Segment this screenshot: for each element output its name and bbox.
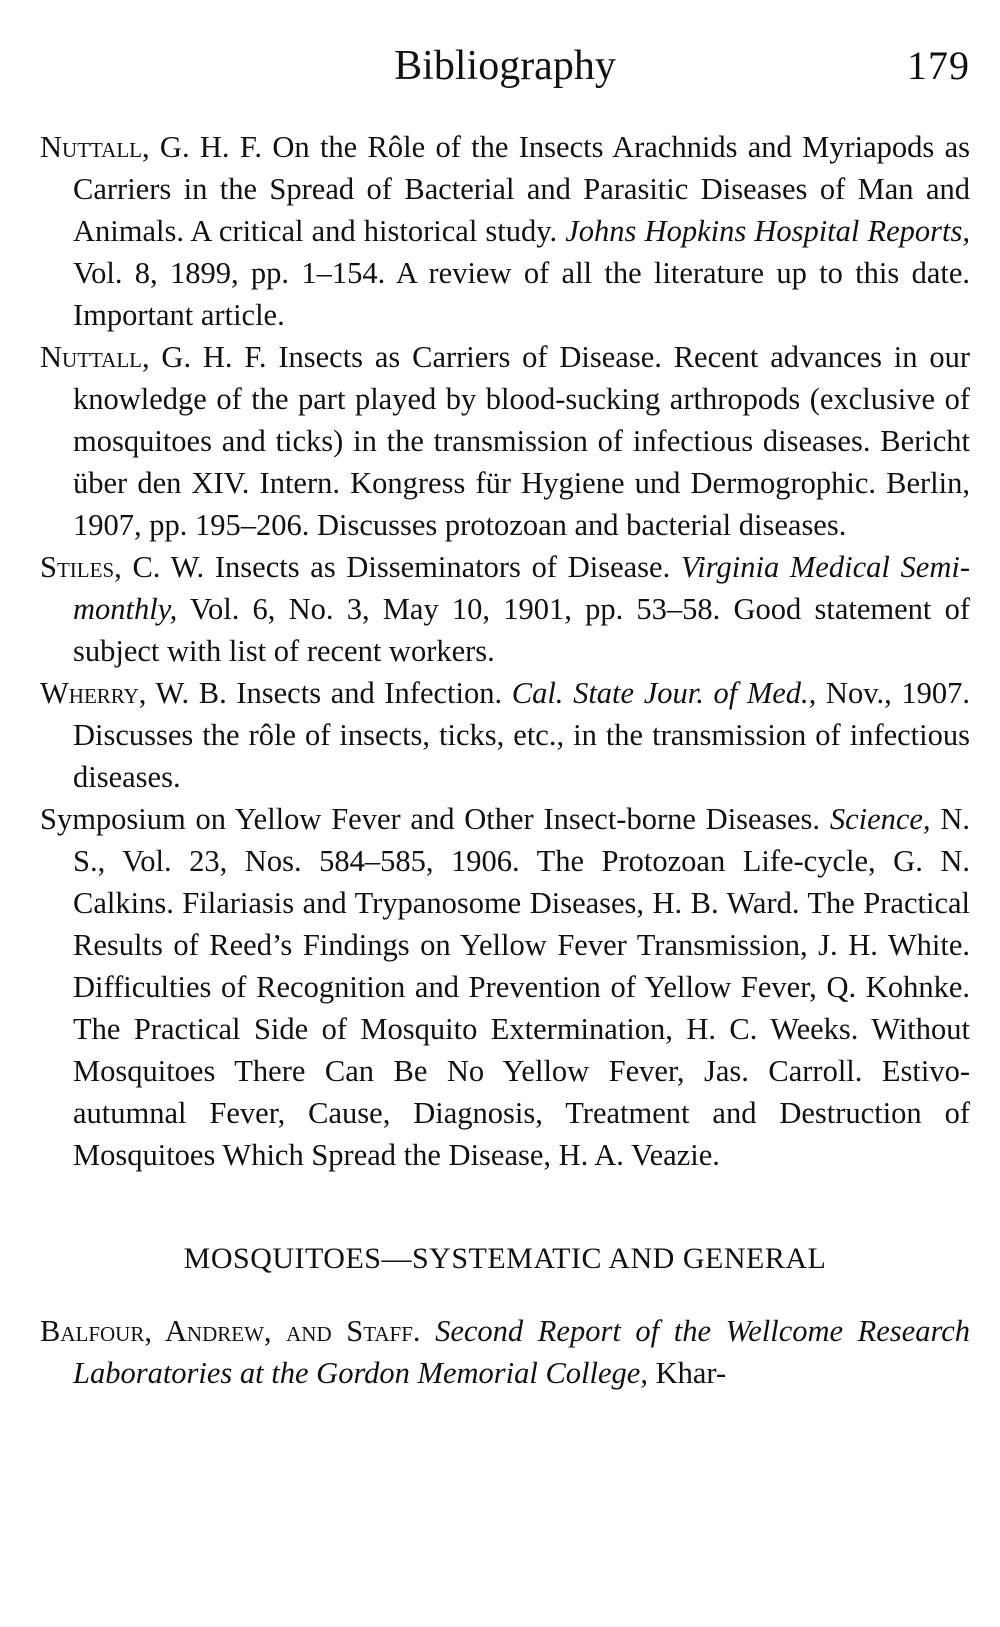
entry-text: Insects and Infection. xyxy=(226,676,512,710)
entry-journal: Second Report of the Wellcome Research Laboratories at the Gordon Memorial College, xyxy=(73,1314,970,1390)
entry-journal: Science, xyxy=(829,802,931,836)
entry-text xyxy=(421,1314,436,1348)
entry-journal: Johns Hopkins Hospital Reports, xyxy=(565,214,970,248)
entry-text: Vol. 6, No. 3, May 10, 1901, pp. 53–58. Good statement of subject with list of recent workers. xyxy=(73,592,970,668)
bib-entry-nuttall-1 xyxy=(40,126,970,336)
entry-journal: Cal. State Jour. of Med., xyxy=(511,676,817,710)
section-heading: MOSQUITOES—SYSTEMATIC AND GENERAL xyxy=(183,1242,827,1275)
entry-author: Wherry, W. B. xyxy=(40,676,227,710)
bib-entry-nuttall-2 xyxy=(40,336,970,546)
entry-text: N. S., Vol. 23, Nos. 584–585, 1906. The Protozoan Life-cycle, G. N. Calkins. Filariasis and Trypanosome Diseases, H. B. Ward. The Practical Results of Reed’s Findings on Yellow Fever Transmission, J. H. White. Difficulties of Recognition and Prevention of Yellow Fever, Q. Kohnke. The Practical Side of Mosquito Extermination, H. C. Weeks. Without Mosquitoes There Can Be No Yellow Fever, Jas. Carroll. Estivo-autumnal Fever, Cause, Diagnosis, Treatment and Destruction of Mosquitoes Which Spread the Disease, H. A. Veazie. xyxy=(73,802,970,1172)
entry-text: Symposium on Yellow Fever and Other Insect-borne Diseases. xyxy=(40,802,830,836)
entry-text: On the Rôle of the Insects Arachnids and Myriapods as Carriers in the Spread of Bacterial and Parasitic Diseases of Man and Animals. A critical and historical study. xyxy=(73,130,971,248)
entry-author: Nuttall, G. H. F. xyxy=(40,340,267,374)
page-number: 179 xyxy=(907,43,970,88)
bib-entry-balfour xyxy=(40,1310,970,1394)
bib-entry-wherry xyxy=(40,672,970,798)
bib-entry-symposium xyxy=(40,798,970,1176)
entry-author: Balfour, Andrew, and Staff. xyxy=(40,1314,421,1348)
bibliography-body xyxy=(40,126,970,1394)
entry-text: Nov., 1907. Discusses the rôle of insects, ticks, etc., in the transmission of infectious diseases. xyxy=(73,676,970,794)
entry-author: Stiles, C. W. xyxy=(40,550,205,584)
entry-text: Insects as Disseminators of Disease. xyxy=(204,550,681,584)
entry-author: Nuttall, G. H. F. xyxy=(40,130,263,164)
running-title: Bibliography xyxy=(394,43,616,89)
entry-text: Vol. 8, 1899, pp. 1–154. A review of all the literature up to this date. Important article. xyxy=(73,256,970,332)
entry-text: Khar- xyxy=(647,1356,727,1390)
entry-text: Insects as Carriers of Disease. Recent advances in our knowledge of the part played by blood-sucking arthropods (exclusive of mosquitoes and ticks) in the transmission of infectious diseases. Bericht über den XIV. Intern. Kongress für Hygiene und Dermogrophic. Berlin, 1907, pp. 195–206. Discusses protozoan and bacterial diseases. xyxy=(73,340,970,542)
entry-journal: Virginia Medical Semi-monthly, xyxy=(73,550,970,626)
bib-entry-stiles xyxy=(40,546,970,672)
page-header xyxy=(40,36,970,96)
